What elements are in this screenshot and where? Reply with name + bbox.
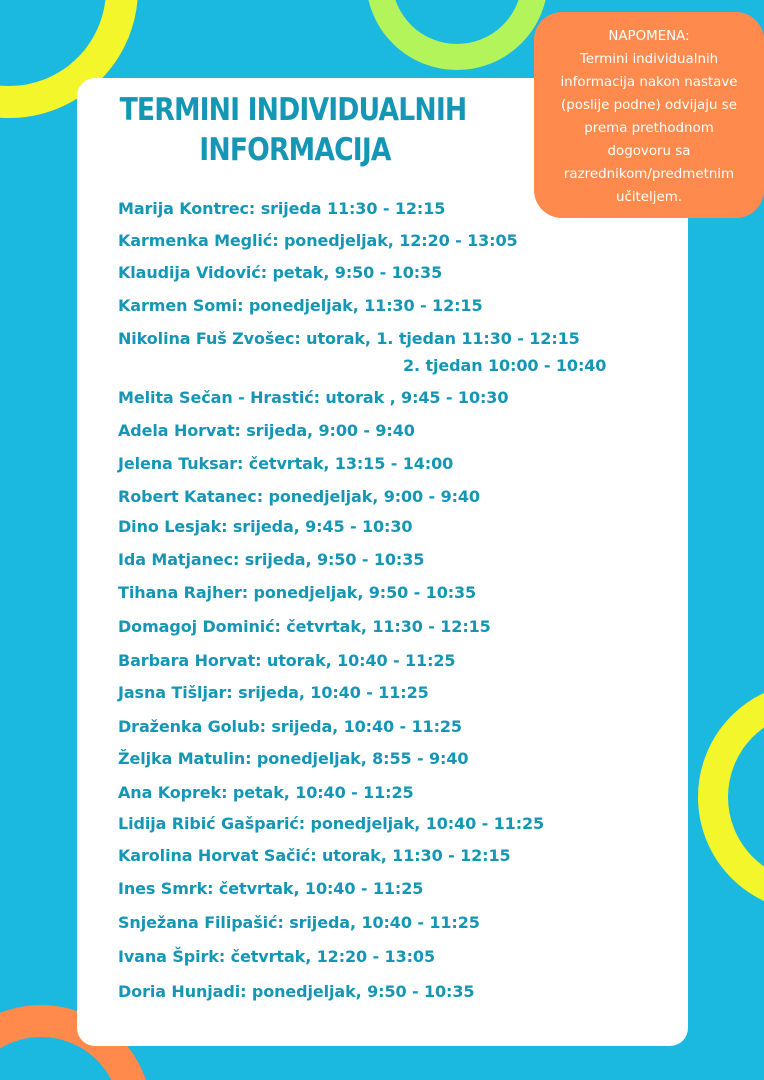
note-line: dogovoru sa	[607, 144, 691, 159]
note-line: učiteljem.	[615, 190, 683, 205]
schedule-entry: Karmenka Meglić: ponedjeljak, 12:20 - 13:05	[118, 231, 518, 250]
schedule-entry: Marija Kontrec: srijeda 11:30 - 12:15	[118, 199, 446, 218]
schedule-entry: Karolina Horvat Sačić: utorak, 11:30 - 12:15	[118, 846, 511, 865]
schedule-entry: Jasna Tišljar: srijeda, 10:40 - 11:25	[118, 683, 429, 702]
note-line: informacija nakon nastave	[560, 75, 738, 90]
schedule-entry: Karmen Somi: ponedjeljak, 11:30 - 12:15	[118, 296, 483, 315]
schedule-entry: Ana Koprek: petak, 10:40 - 11:25	[118, 783, 414, 802]
schedule-entry: Snježana Filipašić: srijeda, 10:40 - 11:25	[118, 913, 480, 932]
schedule-entry: Dino Lesjak: srijeda, 9:45 - 10:30	[118, 517, 413, 536]
schedule-entry: Melita Sečan - Hrastić: utorak , 9:45 - 10:30	[118, 388, 509, 407]
schedule-entry: Robert Katanec: ponedjeljak, 9:00 - 9:40	[118, 487, 480, 506]
schedule-entry: Draženka Golub: srijeda, 10:40 - 11:25	[118, 717, 462, 736]
note-line: NAPOMENA:	[608, 29, 690, 44]
ring-yellow-right-decoration	[698, 682, 764, 912]
schedule-entry: Barbara Horvat: utorak, 10:40 - 11:25	[118, 651, 456, 670]
note-line: razrednikom/predmetnim	[563, 167, 735, 182]
schedule-entry: Klaudija Vidović: petak, 9:50 - 10:35	[118, 263, 443, 282]
schedule-entry: Ines Smrk: četvrtak, 10:40 - 11:25	[118, 879, 424, 898]
schedule-entry: Lidija Ribić Gašparić: ponedjeljak, 10:40 - 11:25	[118, 814, 545, 833]
schedule-entry: Adela Horvat: srijeda, 9:00 - 9:40	[118, 421, 415, 440]
page-title-line-1: TERMINI INDIVIDUALNIH	[119, 92, 467, 128]
page-title-line-2: INFORMACIJA	[199, 132, 391, 168]
schedule-entry-continuation: 2. tjedan 10:00 - 10:40	[403, 356, 607, 375]
note-box	[534, 12, 764, 218]
schedule-entry: Ida Matjanec: srijeda, 9:50 - 10:35	[118, 550, 425, 569]
schedule-entry: Tihana Rajher: ponedjeljak, 9:50 - 10:35	[118, 583, 477, 602]
schedule-entry: Jelena Tuksar: četvrtak, 13:15 - 14:00	[118, 454, 454, 473]
schedule-entry: Domagoj Dominić: četvrtak, 11:30 - 12:15	[118, 617, 491, 636]
note-line: prema prethodnom	[584, 121, 714, 136]
schedule-entry: Nikolina Fuš Zvošec: utorak, 1. tjedan 11:30 - 12:15	[118, 329, 580, 348]
note-line: Termini individualnih	[579, 52, 719, 67]
schedule-entry: Ivana Špirk: četvrtak, 12:20 - 13:05	[118, 947, 435, 966]
schedule-entry: Željka Matulin: ponedjeljak, 8:55 - 9:40	[118, 749, 469, 768]
ring-green-top-decoration	[366, 0, 548, 70]
note-line: (poslije podne) odvijaju se	[561, 98, 737, 113]
schedule-entry: Doria Hunjadi: ponedjeljak, 9:50 - 10:35	[118, 982, 475, 1001]
